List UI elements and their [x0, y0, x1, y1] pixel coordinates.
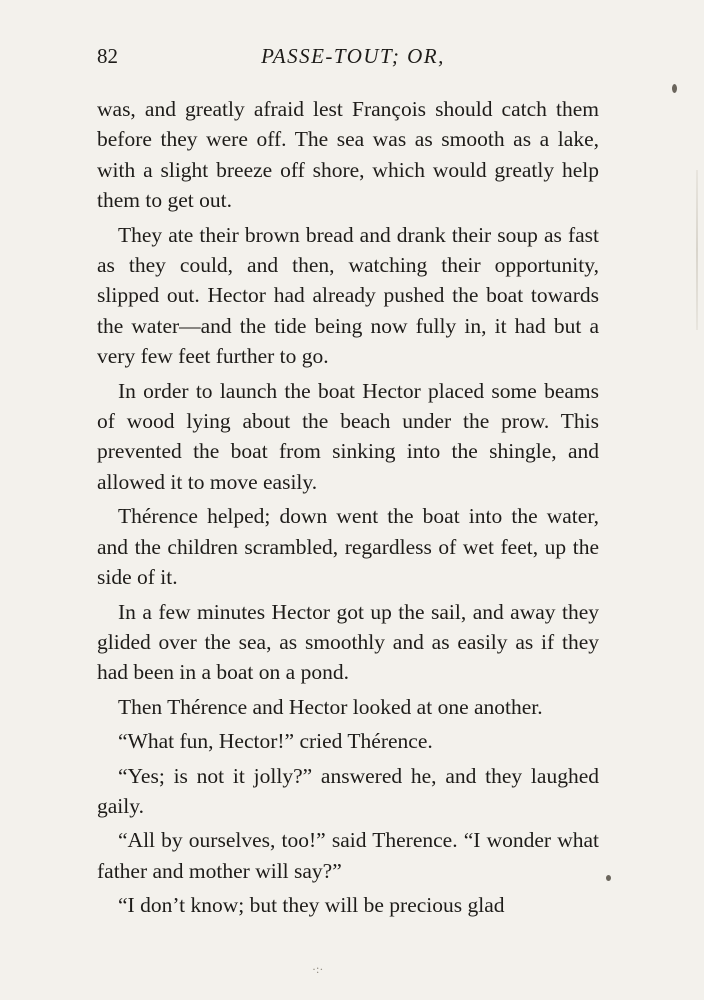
paragraph: They ate their brown bread and drank their soup as fast as they could, and then, watching their opportunity, slipped out. Hector had already pushed the boat towards the water—and the tide being now fully in, it had but a very few feet further to go.: [97, 222, 599, 369]
ink-spot-decoration: [672, 84, 677, 93]
page-header: [97, 44, 609, 76]
paragraph: “What fun, Hector!” cried Thérence.: [118, 729, 433, 754]
page-crease-decoration: [696, 170, 698, 330]
paragraph: In a few minutes Hector got up the sail, and away they glided over the sea, as smoothly and as easily as if they had been in a boat on a pond.: [97, 599, 599, 685]
paragraph: Then Thérence and Hector looked at one another.: [118, 694, 543, 719]
paragraph: “Yes; is not it jolly?” answered he, and they laughed gaily.: [97, 763, 599, 818]
paragraph: Thérence helped; down went the boat into the water, and the children scrambled, regardless of wet feet, up the side of it.: [97, 504, 599, 590]
paragraph: “I don’t know; but they will be precious glad: [118, 893, 505, 918]
paragraph: “All by ourselves, too!” said Therence. “I wonder what father and mother will say?”: [97, 828, 599, 883]
body-text: [97, 94, 599, 925]
running-head: PASSE-TOUT; OR,: [261, 44, 445, 68]
footer-smudge-decoration: ·:·: [312, 962, 324, 976]
paragraph: In order to launch the boat Hector placed some beams of wood lying about the beach under the prow. This prevented the boat from sinking into the shingle, and allowed it to move easily.: [97, 378, 599, 494]
paragraph: was, and greatly afraid lest François should catch them before they were off. The sea was as smooth as a lake, with a slight breeze off shore, which would greatly help them to get out.: [97, 97, 599, 213]
ink-spot-decoration: [606, 875, 611, 881]
page-number: 82: [97, 44, 118, 68]
